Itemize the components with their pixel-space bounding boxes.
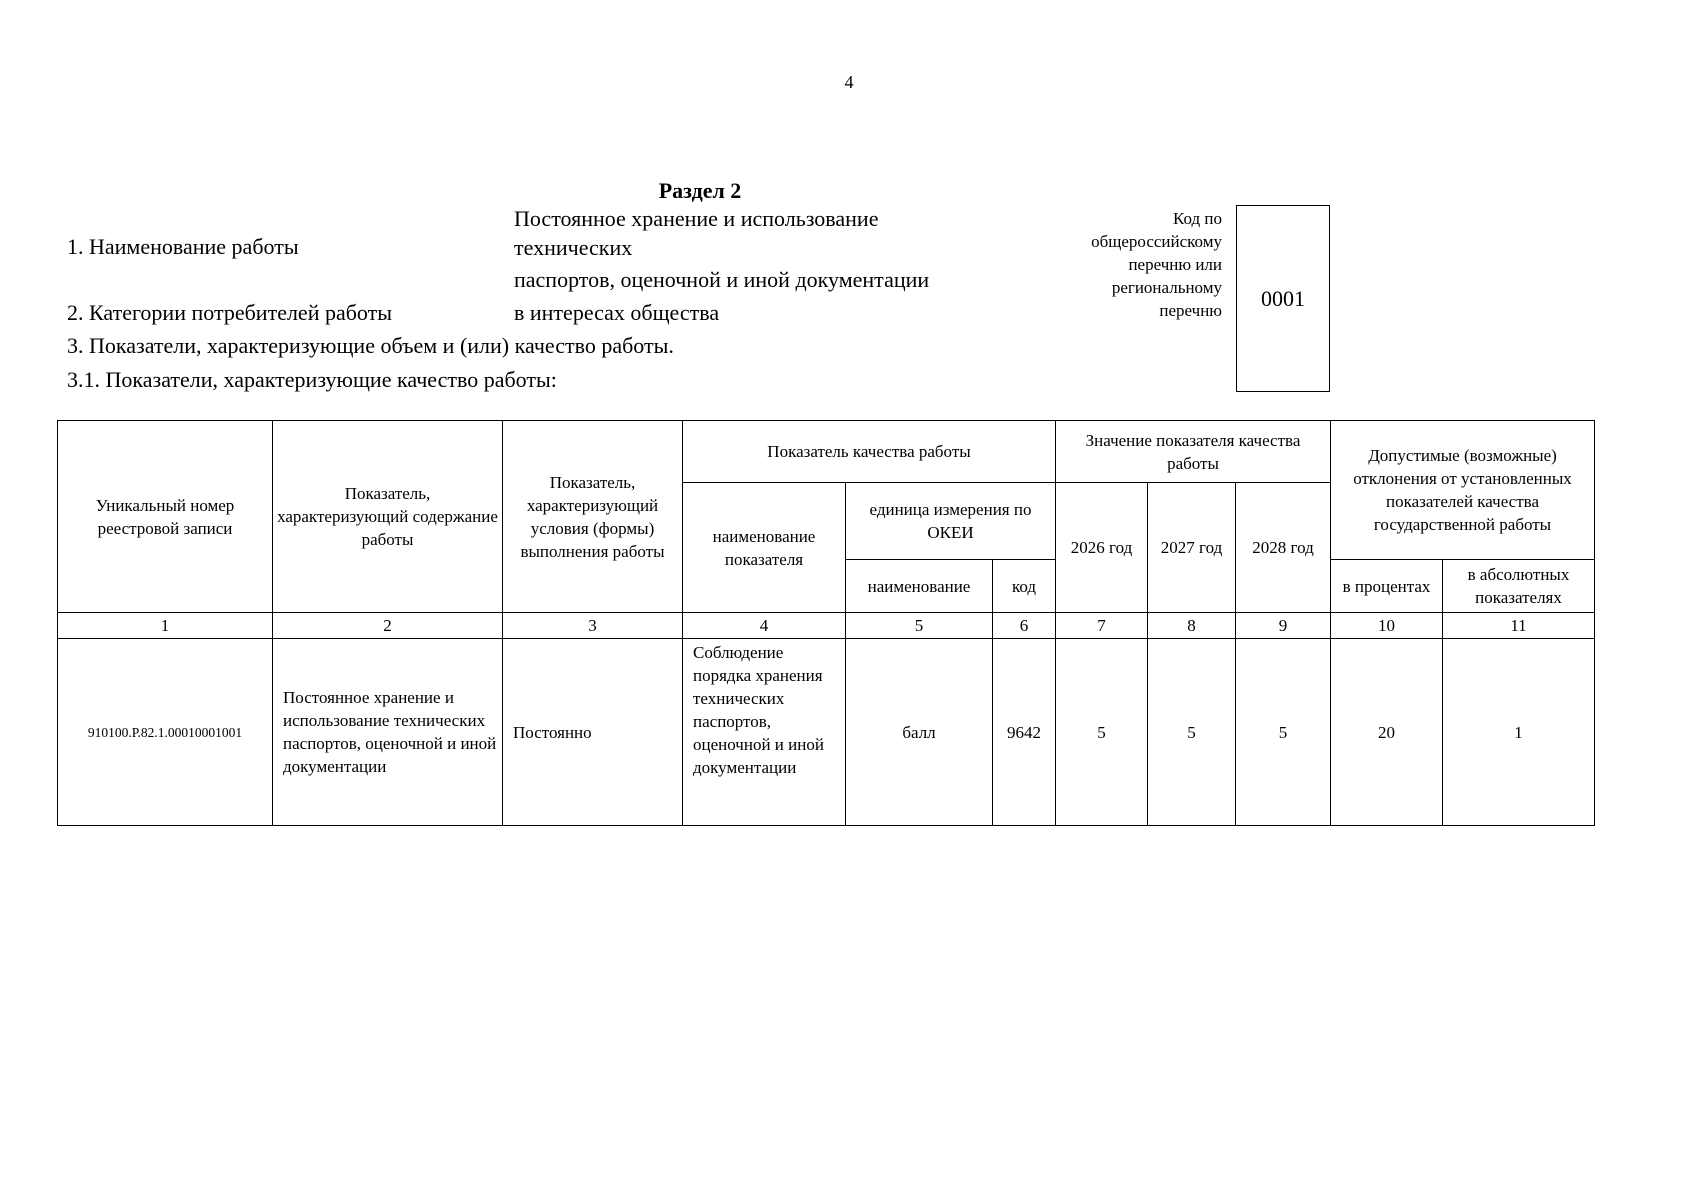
column-number: 8 [1148,613,1236,639]
quality-heading: 3.1. Показатели, характеризующие качество работы: [67,367,557,392]
header-deviation-group: Допустимые (возможные) отклонения от установленных показателей качества государственной работы [1331,421,1595,560]
section-title: Раздел 2 [658,178,742,203]
indicators-heading: 3. Показатели, характеризующие объем и (или) качество работы. [67,333,674,358]
header-year-2027: 2027 год [1148,483,1236,613]
cell-unit-name: балл [846,639,993,826]
header-unit-okei: единица измерения по ОКЕИ [846,483,1056,560]
column-number: 3 [503,613,683,639]
column-number: 9 [1236,613,1331,639]
header-year-2026: 2026 год [1056,483,1148,613]
cell-content: Постоянное хранение и использование технических паспортов, оценочной и иной документации [273,639,503,826]
column-number: 5 [846,613,993,639]
column-number: 4 [683,613,846,639]
cell-deviation-absolute: 1 [1443,639,1595,826]
header-registry-number: Уникальный номер реестровой записи [58,421,273,613]
cell-value-2027: 5 [1148,639,1236,826]
cell-condition: Постоянно [503,639,683,826]
work-name-label: 1. Наименование работы [67,234,299,259]
header-unit-name: наименование [846,560,993,613]
code-label-line: общероссийскому [1091,232,1222,251]
code-box [1236,205,1330,392]
column-number: 10 [1331,613,1443,639]
cell-indicator-name: Соблюдение порядка хранения технических паспортов, оценочной и иной документации [683,639,846,826]
table-row [58,639,1595,826]
header-quality-indicator: Показатель качества работы [683,421,1056,483]
header-condition-indicator: Показатель, характеризующий условия (формы) выполнения работы [503,421,683,613]
work-name-value-line1: Постоянное хранение и использование [514,206,879,231]
page-number: 4 [844,72,854,92]
column-number: 7 [1056,613,1148,639]
code-value: 0001 [1261,285,1305,311]
quality-indicators-table [57,420,1595,826]
header-indicator-name: наименование показателя [683,483,846,613]
code-label [1040,207,1222,322]
column-number: 2 [273,613,503,639]
code-label-line: региональному [1111,278,1222,297]
code-label-line: перечню [1159,301,1222,320]
consumers-label: 2. Категории потребителей работы [67,300,393,325]
header-content-indicator: Показатель, характеризующий содержание работы [273,421,503,613]
header-deviation-percent: в процентах [1331,560,1443,613]
cell-registry-number: 910100.Р.82.1.00010001001 [58,639,273,826]
work-name-value-line2: технических [514,235,633,260]
work-name-value-line3: паспортов, оценочной и иной документации [514,267,930,292]
column-number: 11 [1443,613,1595,639]
consumers-value: в интересах общества [514,300,720,325]
header-year-2028: 2028 год [1236,483,1331,613]
column-number: 1 [58,613,273,639]
column-number: 6 [993,613,1056,639]
cell-unit-code: 9642 [993,639,1056,826]
header-deviation-absolute: в абсолютных показателях [1443,560,1595,613]
header-value-group: Значение показателя качества работы [1056,421,1331,483]
cell-value-2028: 5 [1236,639,1331,826]
cell-deviation-percent: 20 [1331,639,1443,826]
code-label-line: перечню или [1128,255,1222,274]
header-unit-code: код [993,560,1056,613]
cell-value-2026: 5 [1056,639,1148,826]
code-label-line: Код по [1173,209,1222,228]
